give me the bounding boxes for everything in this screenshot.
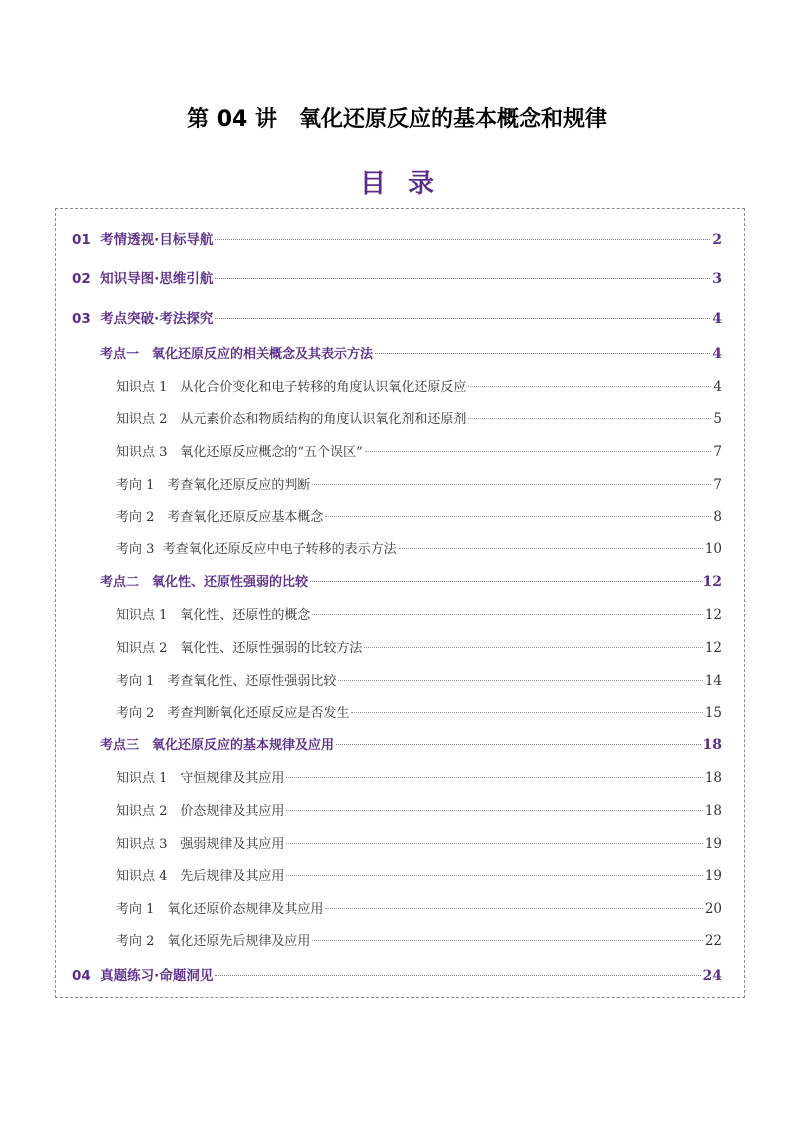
toc-entry-kaodian-2[interactable] [0,571,794,593]
toc-page-number: 18 [704,770,722,786]
toc-entry-item[interactable] [0,376,794,398]
toc-page-number: 24 [702,968,722,984]
toc-leader-dots [215,975,700,976]
toc-entry-item[interactable] [0,538,794,560]
toc-entry-label: 知识点 1 氧化性、还原性的概念 [116,608,311,623]
toc-entry-label: 知识点 1 守恒规律及其应用 [116,771,285,786]
toc-page-number: 19 [704,836,722,852]
toc-heading: 目录 [359,169,456,199]
toc-entry-label: 考向 2 考查氧化还原反应基本概念 [116,510,324,525]
toc-entry-item[interactable] [0,670,794,692]
toc-page-number: 12 [702,574,722,590]
toc-entry-label: 考向 2 考查判断氧化还原反应是否发生 [116,706,350,721]
toc-leader-dots [286,810,702,811]
toc-entry-kaodian-3[interactable] [0,734,794,756]
page-title: 第 04 讲 氧化还原反应的基本概念和规律 [187,107,607,132]
toc-entry-label: 考点三 氧化还原反应的基本规律及应用 [100,738,335,753]
toc-entry-item[interactable] [0,767,794,789]
toc-leader-dots [365,451,712,452]
toc-page-number: 12 [704,640,722,656]
toc-entry-label: 知识点 3 氧化还原反应概念的“五个误区” [116,445,363,460]
toc-page-number: 4 [713,379,722,395]
toc-leader-dots [310,581,701,582]
toc-leader-dots [364,647,702,648]
toc-leader-dots [336,744,701,745]
toc-page-number: 8 [713,509,722,525]
toc-leader-dots [375,353,710,354]
toc-page-number: 12 [704,607,722,623]
toc-leader-dots [468,418,711,419]
toc-entry-item[interactable] [0,604,794,626]
toc-entry-section-03[interactable] [0,308,794,330]
toc-page-number: 14 [704,673,722,689]
toc-entry-item[interactable] [0,833,794,855]
toc-leader-dots [312,614,702,615]
toc-entry-label: 考向 1 考查氧化还原反应的判断 [116,478,311,493]
toc-entry-label: 考向 3 考查氧化还原反应中电子转移的表示方法 [116,542,397,557]
toc-entry-label: 知识点 2 氧化性、还原性强弱的比较方法 [116,641,363,656]
toc-leader-dots [215,318,710,319]
toc-entry-section-02[interactable] [0,268,794,290]
toc-page-number: 19 [704,868,722,884]
toc-page-number: 15 [704,705,722,721]
toc-page-number: 7 [713,477,722,493]
toc-leader-dots [468,386,711,387]
toc-leader-dots [312,940,702,941]
toc-page-number: 20 [704,901,722,917]
toc-entry-item[interactable] [0,637,794,659]
toc-entry-item[interactable] [0,408,794,430]
toc-entry-label: 知识点 2 价态规律及其应用 [116,804,285,819]
toc-entry-item[interactable] [0,506,794,528]
toc-page-number: 7 [713,444,722,460]
toc-entry-item[interactable] [0,898,794,920]
toc-leader-dots [312,484,711,485]
toc-entry-label: 04 真题练习·命题洞见 [72,968,214,984]
toc-entry-item[interactable] [0,930,794,952]
toc-entry-label: 知识点 3 强弱规律及其应用 [116,837,285,852]
toc-entry-kaodian-1[interactable] [0,343,794,365]
toc-entry-item[interactable] [0,702,794,724]
toc-leader-dots [399,548,703,549]
toc-leader-dots [215,278,710,279]
toc-entry-label: 03 考点突破·考法探究 [72,311,214,327]
toc-page-number: 3 [712,271,722,287]
toc-page-number: 18 [704,803,722,819]
toc-entry-label: 知识点 1 从化合价变化和电子转移的角度认识氧化还原反应 [116,380,467,395]
toc-leader-dots [325,908,702,909]
toc-page-number: 22 [704,933,722,949]
toc-entry-label: 考向 1 考查氧化性、还原性强弱比较 [116,674,337,689]
toc-entry-item[interactable] [0,441,794,463]
toc-entry-label: 知识点 2 从元素价态和物质结构的角度认识氧化剂和还原剂 [116,412,467,427]
toc-entry-label: 02 知识导图·思维引航 [72,271,214,287]
toc-entry-label: 考点二 氧化性、还原性强弱的比较 [100,575,309,590]
toc-entry-label: 考点一 氧化还原反应的相关概念及其表示方法 [100,347,374,362]
toc-page-number: 18 [702,737,722,753]
toc-leader-dots [338,680,702,681]
toc-entry-label: 01 考情透视·目标导航 [72,232,214,248]
toc-page-number: 2 [712,232,722,248]
toc-entry-label: 考向 1 氧化还原价态规律及其应用 [116,902,324,917]
toc-entry-item[interactable] [0,800,794,822]
toc-entry-item[interactable] [0,865,794,887]
toc-entry-section-04[interactable] [0,965,794,987]
toc-leader-dots [286,843,702,844]
toc-leader-dots [325,516,711,517]
toc-page-number: 4 [712,346,722,362]
toc-leader-dots [286,777,702,778]
toc-entry-label: 知识点 4 先后规律及其应用 [116,869,285,884]
toc-entry-item[interactable] [0,474,794,496]
toc-leader-dots [351,712,702,713]
toc-entry-section-01[interactable] [0,229,794,251]
toc-page-number: 4 [712,311,722,327]
toc-page-number: 10 [704,541,722,557]
toc-page-number: 5 [713,411,722,427]
toc-leader-dots [286,875,702,876]
toc-entry-label: 考向 2 氧化还原先后规律及应用 [116,934,311,949]
toc-leader-dots [215,239,710,240]
